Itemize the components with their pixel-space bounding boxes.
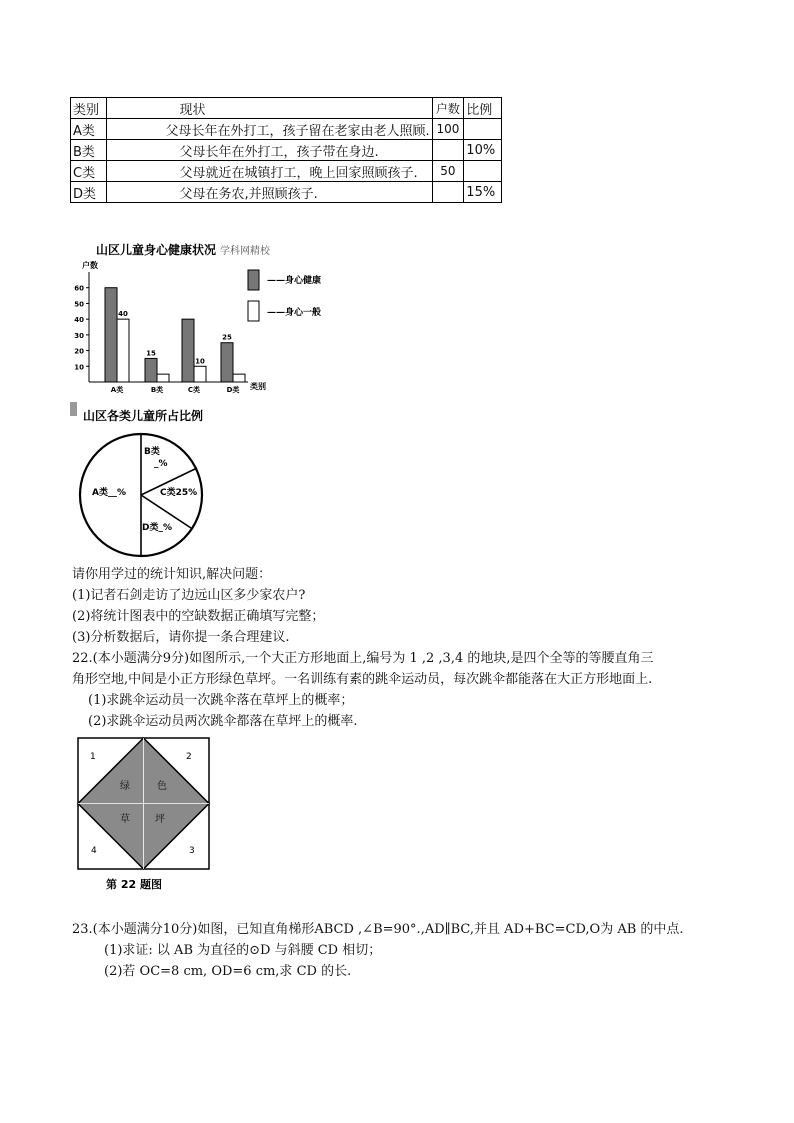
y-tick-label: 40 <box>74 316 84 325</box>
row-status: 父母在务农,并照顾孩子. <box>107 182 432 203</box>
data-label: 25 <box>222 333 232 342</box>
pie-chart <box>70 402 250 562</box>
lawn-char-2: 色 <box>157 781 167 792</box>
row-category: B类 <box>71 140 107 161</box>
header-status: 现状 <box>107 98 432 119</box>
x-tick-label: A类 <box>110 386 124 394</box>
x-tick-label: D类 <box>226 386 240 394</box>
data-label: 15 <box>146 349 156 358</box>
bar-B类-身心健康 <box>145 358 157 382</box>
row-households: 100 <box>432 119 464 140</box>
legend-swatch-healthy <box>248 270 259 290</box>
row-category: D类 <box>71 182 107 203</box>
problem-23-line-1: 23.(本小题满分10分)如图，已知直角梯形ABCD ,∠B=90°.,AD∥BC,并且 AD+BC=CD,O为 AB 的中点. <box>72 922 684 937</box>
data-label: 40 <box>118 310 128 319</box>
y-tick-label: 50 <box>74 300 84 309</box>
bar-D类-身心一般 <box>233 374 245 382</box>
bar-C类-身心健康 <box>182 319 194 382</box>
questions-intro: 请你用学过的统计知识,解决问题： <box>72 567 272 582</box>
problem-22-sub-1: (1)求跳伞运动员一次跳伞落在草坪上的概率； <box>88 693 354 708</box>
y-tick-label: 20 <box>74 347 84 356</box>
row-status: 父母就近在城镇打工，晚上回家照顾孩子. <box>107 161 432 182</box>
problem-23-sub-2: (2)若 OC=8 cm, OD=6 cm,求 CD 的长. <box>104 964 352 979</box>
header-ratio: 比例 <box>464 98 502 119</box>
pie-label-b: B类 <box>144 447 160 457</box>
table-row <box>71 140 502 161</box>
y-tick-label: 60 <box>74 284 84 293</box>
table-row <box>71 182 502 203</box>
x-axis-label: 类别 <box>250 382 266 391</box>
bar-D类-身心健康 <box>221 343 233 382</box>
bar-chart <box>70 236 370 396</box>
row-ratio <box>464 161 502 182</box>
table-header-row <box>71 98 502 119</box>
bar-chart-title: 山区儿童身心健康状况 <box>96 243 217 257</box>
y-axis-label: 户数 <box>82 261 98 270</box>
pie-label-a: A类__% <box>92 488 126 498</box>
pie-label-c: C类25% <box>160 488 198 498</box>
legend-healthy: ——身心健康 <box>267 276 322 286</box>
plot-label-2: 2 <box>186 752 192 762</box>
pie-label-b-pct: _% <box>154 459 168 469</box>
legend-swatch-normal <box>248 301 259 321</box>
question-3: (3)分析数据后，请你提一条合理建议. <box>72 630 290 645</box>
row-status: 父母长年在外打工，孩子留在老家由老人照顾. <box>107 119 432 140</box>
problem-23-sub-1: (1)求证: 以 AB 为直径的⊙D 与斜腰 CD 相切； <box>104 943 382 958</box>
legend-normal: ——身心一般 <box>267 308 322 318</box>
pie-label-d: D类_% <box>142 523 172 533</box>
table-row <box>71 119 502 140</box>
table-row <box>71 161 502 182</box>
problem-22-line-2: 角形空地,中间是小正方形绿色草坪。一名训练有素的跳伞运动员，每次跳伞都能落在大正方形地面上. <box>72 672 653 687</box>
y-tick-label: 10 <box>74 363 84 372</box>
figure-22-caption: 第 22 题图 <box>106 878 162 891</box>
row-ratio: 10% <box>464 140 502 161</box>
pie-title-marker <box>70 402 77 416</box>
plot-label-1: 1 <box>90 752 96 762</box>
row-ratio <box>464 119 502 140</box>
plot-label-4: 4 <box>91 846 97 856</box>
data-label: 10 <box>195 357 205 366</box>
problem-22-sub-2: (2)求跳伞运动员两次跳伞都落在草坪上的概率. <box>88 714 358 729</box>
header-households: 户数 <box>432 98 464 119</box>
row-households <box>432 182 464 203</box>
x-tick-label: C类 <box>187 386 201 394</box>
row-ratio: 15% <box>464 182 502 203</box>
row-category: C类 <box>71 161 107 182</box>
bar-A类-身心健康 <box>105 288 117 382</box>
y-tick-label: 30 <box>74 331 84 340</box>
lawn-char-1: 绿 <box>120 781 130 792</box>
row-households <box>432 140 464 161</box>
stats-table <box>70 97 502 203</box>
lawn-char-3: 草 <box>120 814 130 825</box>
bar-C类-身心一般 <box>194 366 206 382</box>
figure-22 <box>76 735 216 895</box>
pie-chart-title: 山区各类儿童所占比例 <box>83 409 204 423</box>
bar-A类-身心一般 <box>117 319 129 382</box>
row-category: A类 <box>71 119 107 140</box>
bar-B类-身心一般 <box>157 374 169 382</box>
row-status: 父母长年在外打工，孩子带在身边. <box>107 140 432 161</box>
question-2: (2)将统计图表中的空缺数据正确填写完整； <box>72 609 325 624</box>
problem-22-line-1: 22.(本小题满分9分)如图所示,一个大正方形地面上,编号为 1 ,2 ,3,4 的地块,是四个全等的等腰直角三 <box>72 651 654 666</box>
header-category: 类别 <box>71 98 107 119</box>
lawn-char-4: 坪 <box>155 814 165 825</box>
question-1: (1)记者石剑走访了边远山区多少家农户? <box>72 588 306 603</box>
bar-chart-watermark: 学科网精校 <box>220 246 270 257</box>
x-tick-label: B类 <box>150 386 164 394</box>
row-households: 50 <box>432 161 464 182</box>
plot-label-3: 3 <box>189 846 195 856</box>
